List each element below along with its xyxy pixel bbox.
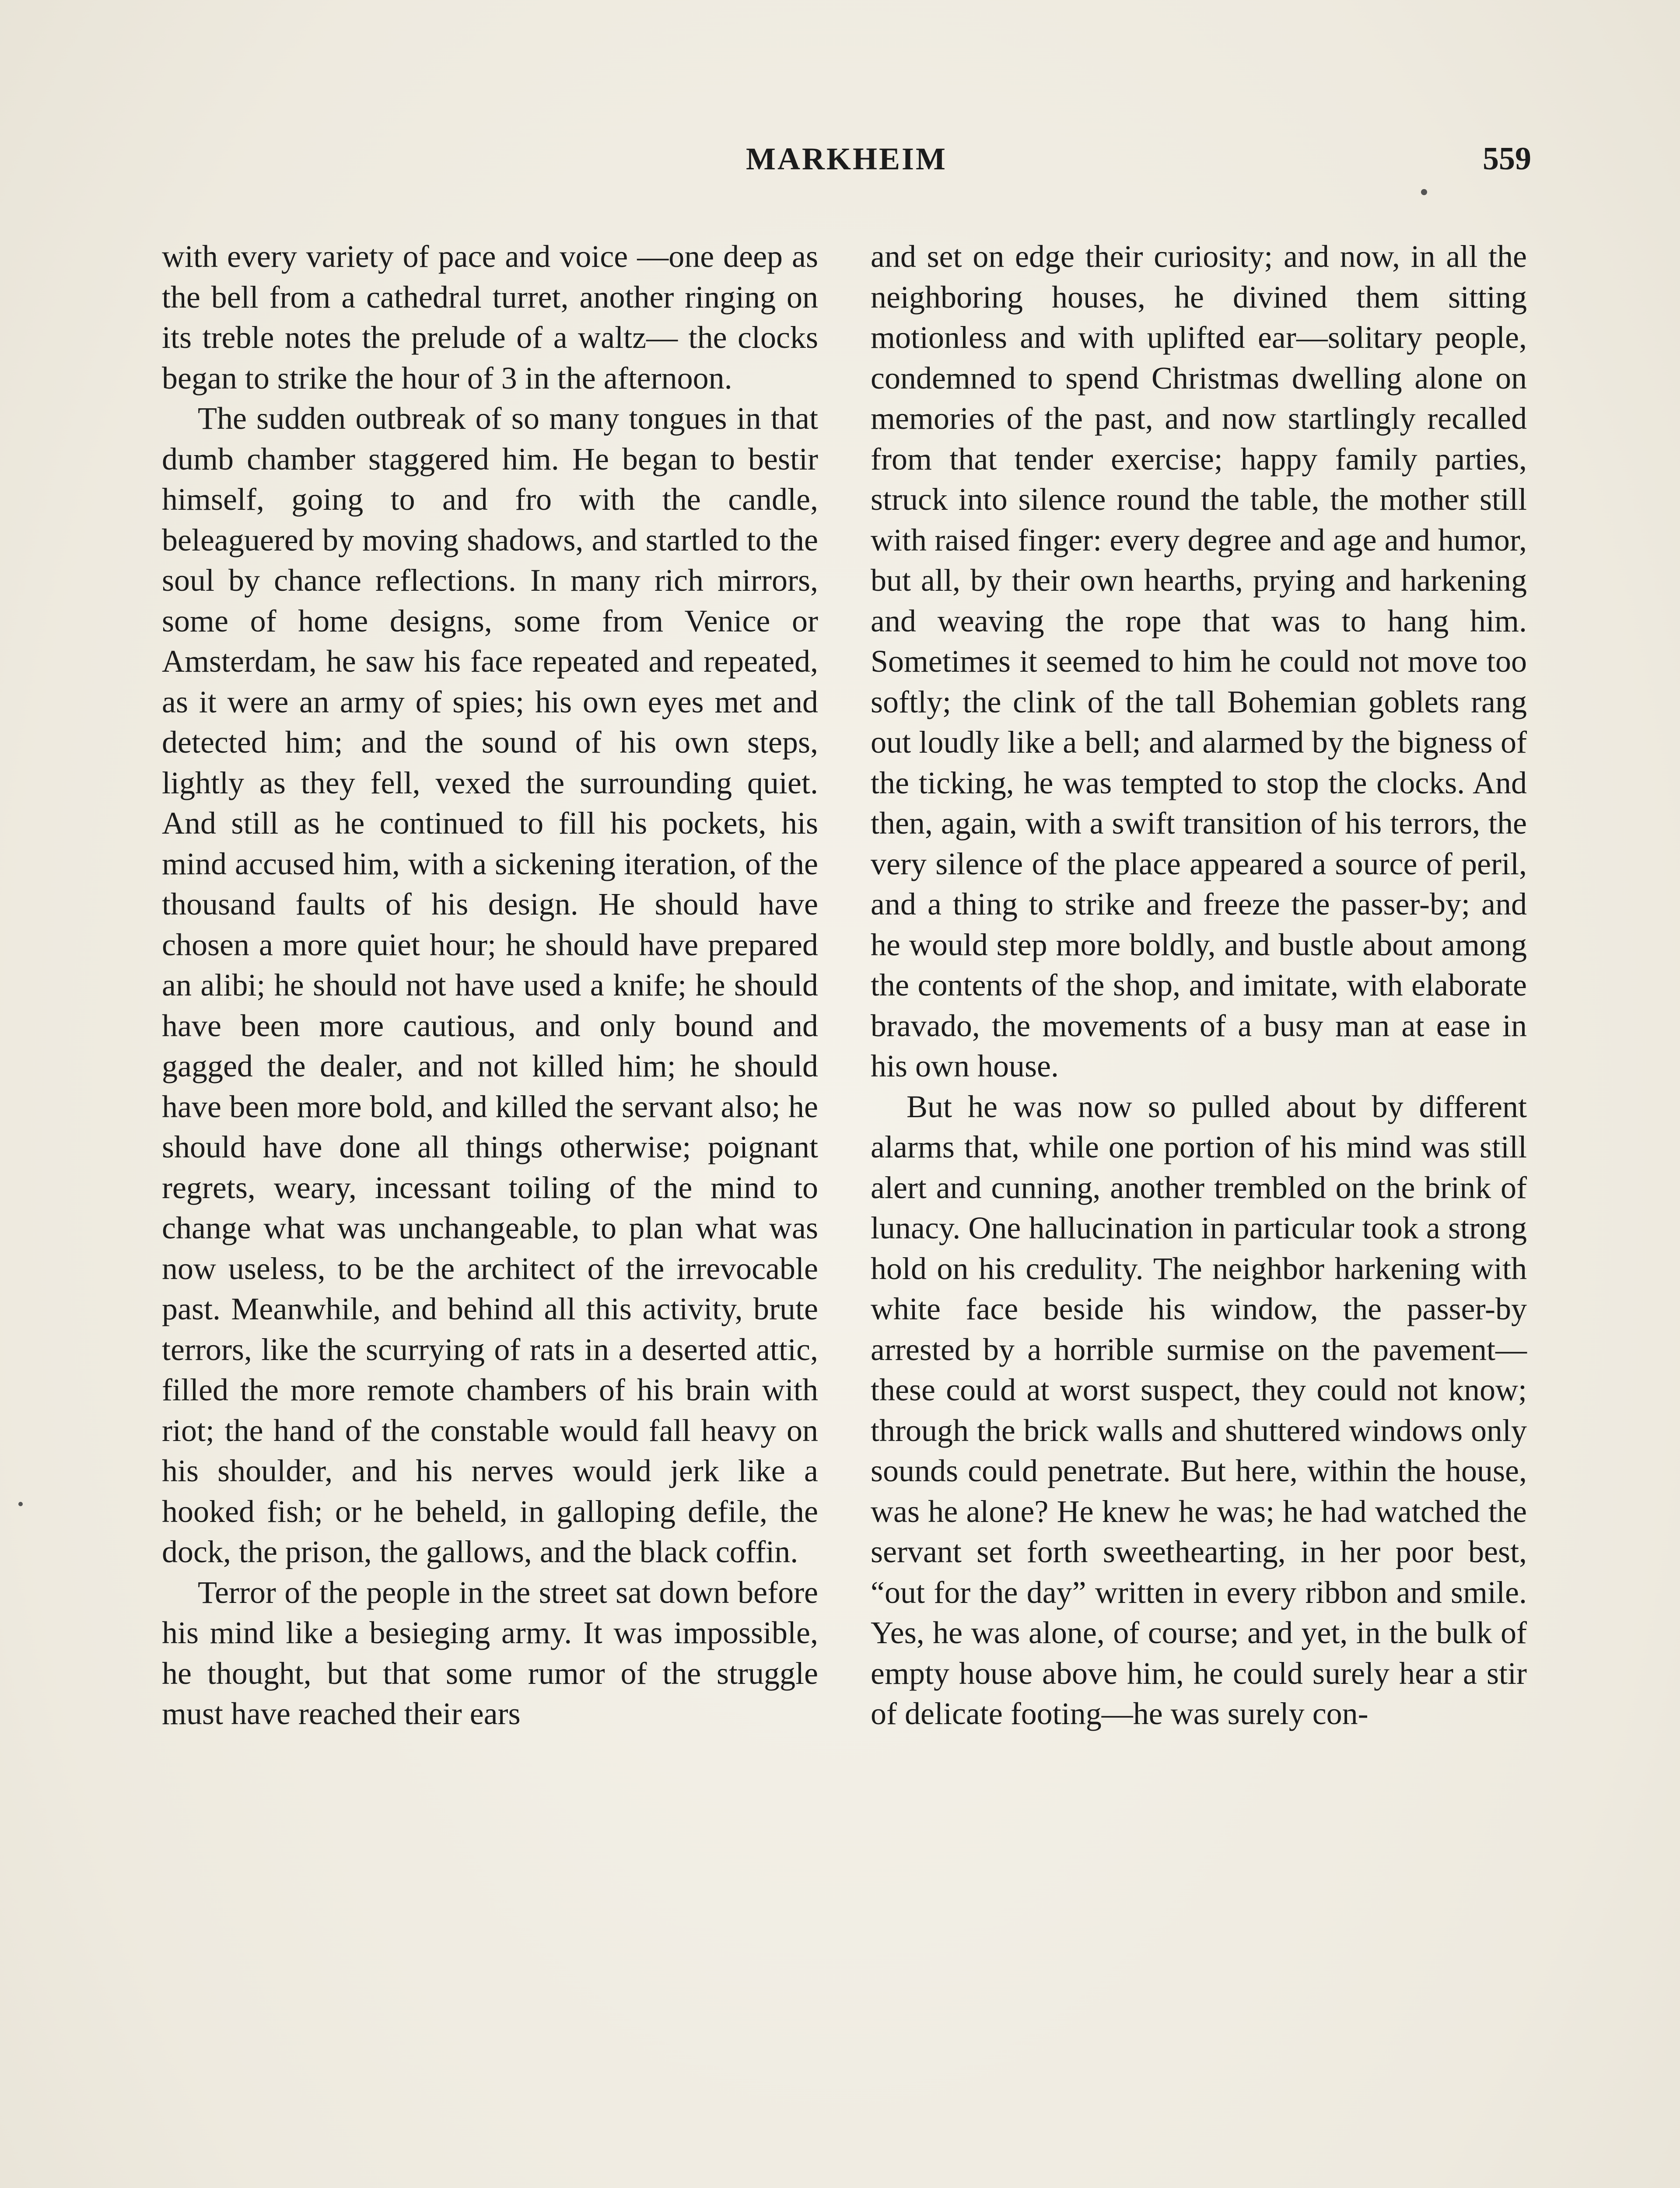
print-speck — [18, 1502, 23, 1506]
paragraph: But he was now so pulled about by different alarms that, while one portion of his mind was still alert and cunning, another trembled on the brink of lunacy. One hallucination in particular took a strong hold on his credulity. The neighbor harkening with white face beside his window, the passer-by arrested by a horrible surmise on the pavement— these could at worst suspect, they could not know; through the brick walls and shuttered windows only sounds could penetrate. But here, within the house, was he alone? He knew he was; he had watched the servant set forth sweethearting, in her poor best, “out for the day” written in every ribbon and smile. Yes, he was alone, of course; and yet, in the bulk of empty house above him, he could surely hear a stir of delicate footing—he was surely con- — [871, 1089, 1527, 1731]
paragraph: Terror of the people in the street sat down before his mind like a besieging army. It was impossible, he thought, but that some rumor of the struggle must have reached their ears — [162, 1574, 818, 1731]
paragraph: with every variety of pace and voice —one deep as the bell from a cathedral turret, another ringing on its treble notes the prelude of a waltz— the clocks began to strike the hour of 3 in the afternoon. — [162, 239, 818, 396]
running-title: MARKHEIM — [746, 141, 947, 176]
running-head — [162, 139, 1531, 179]
paragraph: and set on edge their curiosity; and now, in all the neighboring houses, he divined them sitting motionless and with uplifted ear—solitary people, condemned to spend Christmas dwelling alone on memories of the past, and now startlingly recalled from that tender exercise; happy family parties, struck into silence round the table, the mother still with raised finger: every degree and age and humor, but all, by their own hearths, prying and harkening and weaving the rope that was to hang him. Sometimes it seemed to him he could not move too softly; the clink of the tall Bohemian goblets rang out loudly like a bell; and alarmed by the bigness of the ticking, he was tempted to stop the clocks. And then, again, with a swift transition of his terrors, the very silence of the place appeared a source of peril, and a thing to strike and freeze the passer-by; and he would step more boldly, and bustle about among the contents of the shop, and imitate, with elaborate bravado, the movements of a busy man at ease in his own house. — [871, 239, 1527, 1083]
paragraph: The sudden outbreak of so many tongues in that dumb chamber staggered him. He began to bestir himself, going to and fro with the candle, beleaguered by moving shadows, and startled to the soul by chance reflections. In many rich mirrors, some of home designs, some from Venice or Amsterdam, he saw his face repeated and repeated, as it were an army of spies; his own eyes met and detected him; and the sound of his own steps, lightly as they fell, vexed the surrounding quiet. And still as he continued to fill his pockets, his mind accused him, with a sickening iteration, of the thousand faults of his design. He should have chosen a more quiet hour; he should have prepared an alibi; he should not have used a knife; he should have been more cautious, and only bound and gagged the dealer, and not killed him; he should have been more bold, and killed the servant also; he should have done all things otherwise; poignant regrets, weary, incessant toiling of the mind to change what was unchangeable, to plan what was now useless, to be the architect of the irrevocable past. Meanwhile, and behind all this activity, brute terrors, like the scurrying of rats in a deserted attic, filled the more remote chambers of his brain with riot; the hand of the constable would fall heavy on his shoulder, and his nerves would jerk like a hooked fish; or he beheld, in galloping defile, the dock, the prison, the gallows, and the black coffin. — [162, 401, 818, 1569]
right-column — [871, 236, 1527, 1734]
print-speck — [1421, 189, 1427, 195]
page-number: 559 — [1483, 141, 1531, 177]
left-column — [162, 236, 818, 1734]
